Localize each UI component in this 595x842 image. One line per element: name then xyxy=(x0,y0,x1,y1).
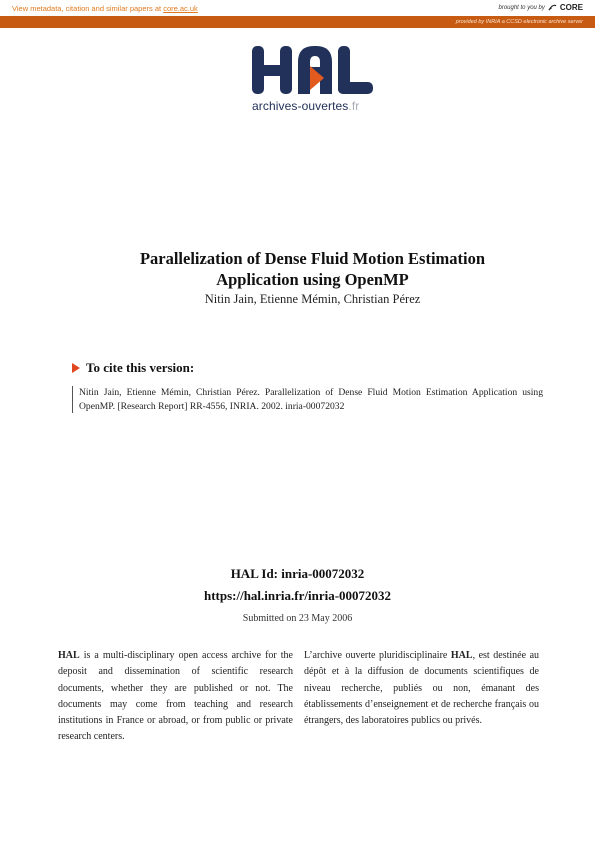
hal-bold-en: HAL xyxy=(58,650,80,661)
cite-heading xyxy=(72,360,194,376)
core-logo-icon xyxy=(548,3,557,12)
triangle-bullet-icon xyxy=(72,363,80,373)
abstract-french xyxy=(304,648,539,729)
abstract-english xyxy=(58,648,293,746)
submission-date: Submitted on 23 May 2006 xyxy=(242,613,353,624)
hal-bold-fr: HAL xyxy=(450,650,473,661)
core-notice-text: View metadata, citation and similar papers at xyxy=(12,4,164,13)
title-line-1: Parallelization of Dense Fluid Motion Estimation xyxy=(139,249,486,268)
core-metadata-notice xyxy=(12,4,198,13)
brought-by-text: brought to you by xyxy=(498,4,545,11)
brought-by-core[interactable] xyxy=(499,3,584,12)
cite-heading-text: To cite this version: xyxy=(86,360,195,375)
abstract-en-text: is a multi-disciplinary open access archive for the deposit and dissemination of scientific research documents, whether they are published or not. The documents may come from teaching and research institutions in France or abroad, or from public or private research centers. xyxy=(58,650,293,743)
hal-url[interactable]: https://hal.inria.fr/inria-00072032 xyxy=(203,588,392,603)
provided-by-text: provided by INRIA a CCSD electronic archive server xyxy=(455,19,583,25)
hal-logo-icon xyxy=(250,44,375,96)
core-banner xyxy=(0,0,595,16)
hal-logo-subtitle: archives-ouvertes.fr xyxy=(252,99,360,113)
hal-id: HAL Id: inria-00072032 xyxy=(230,566,365,581)
core-brand: CORE xyxy=(559,3,583,12)
title-line-2: Application using OpenMP xyxy=(216,270,409,289)
hal-logo xyxy=(250,44,375,116)
abstract-fr-text: , est destinée au dépôt et à la diffusion de documents scientifiques de niveau recherche, publiés ou non, émanant des établissements d’enseignement et de recherche français ou étrangers, des laboratoires publics ou privés. xyxy=(304,650,540,727)
provider-bar xyxy=(0,16,595,28)
paper-title xyxy=(60,248,565,290)
abstract-fr-prefix: L’archive ouverte pluridisciplinaire xyxy=(304,650,451,661)
core-link[interactable]: core.ac.uk xyxy=(163,4,198,13)
citation-text: Nitin Jain, Etienne Mémin, Christian Pérez. Parallelization of Dense Fluid Motion Estimation Application using OpenMP. [Research Report] RR-4556, INRIA. 2002. inria-00072032 xyxy=(72,386,543,413)
paper-authors: Nitin Jain, Etienne Mémin, Christian Pérez xyxy=(204,292,421,306)
